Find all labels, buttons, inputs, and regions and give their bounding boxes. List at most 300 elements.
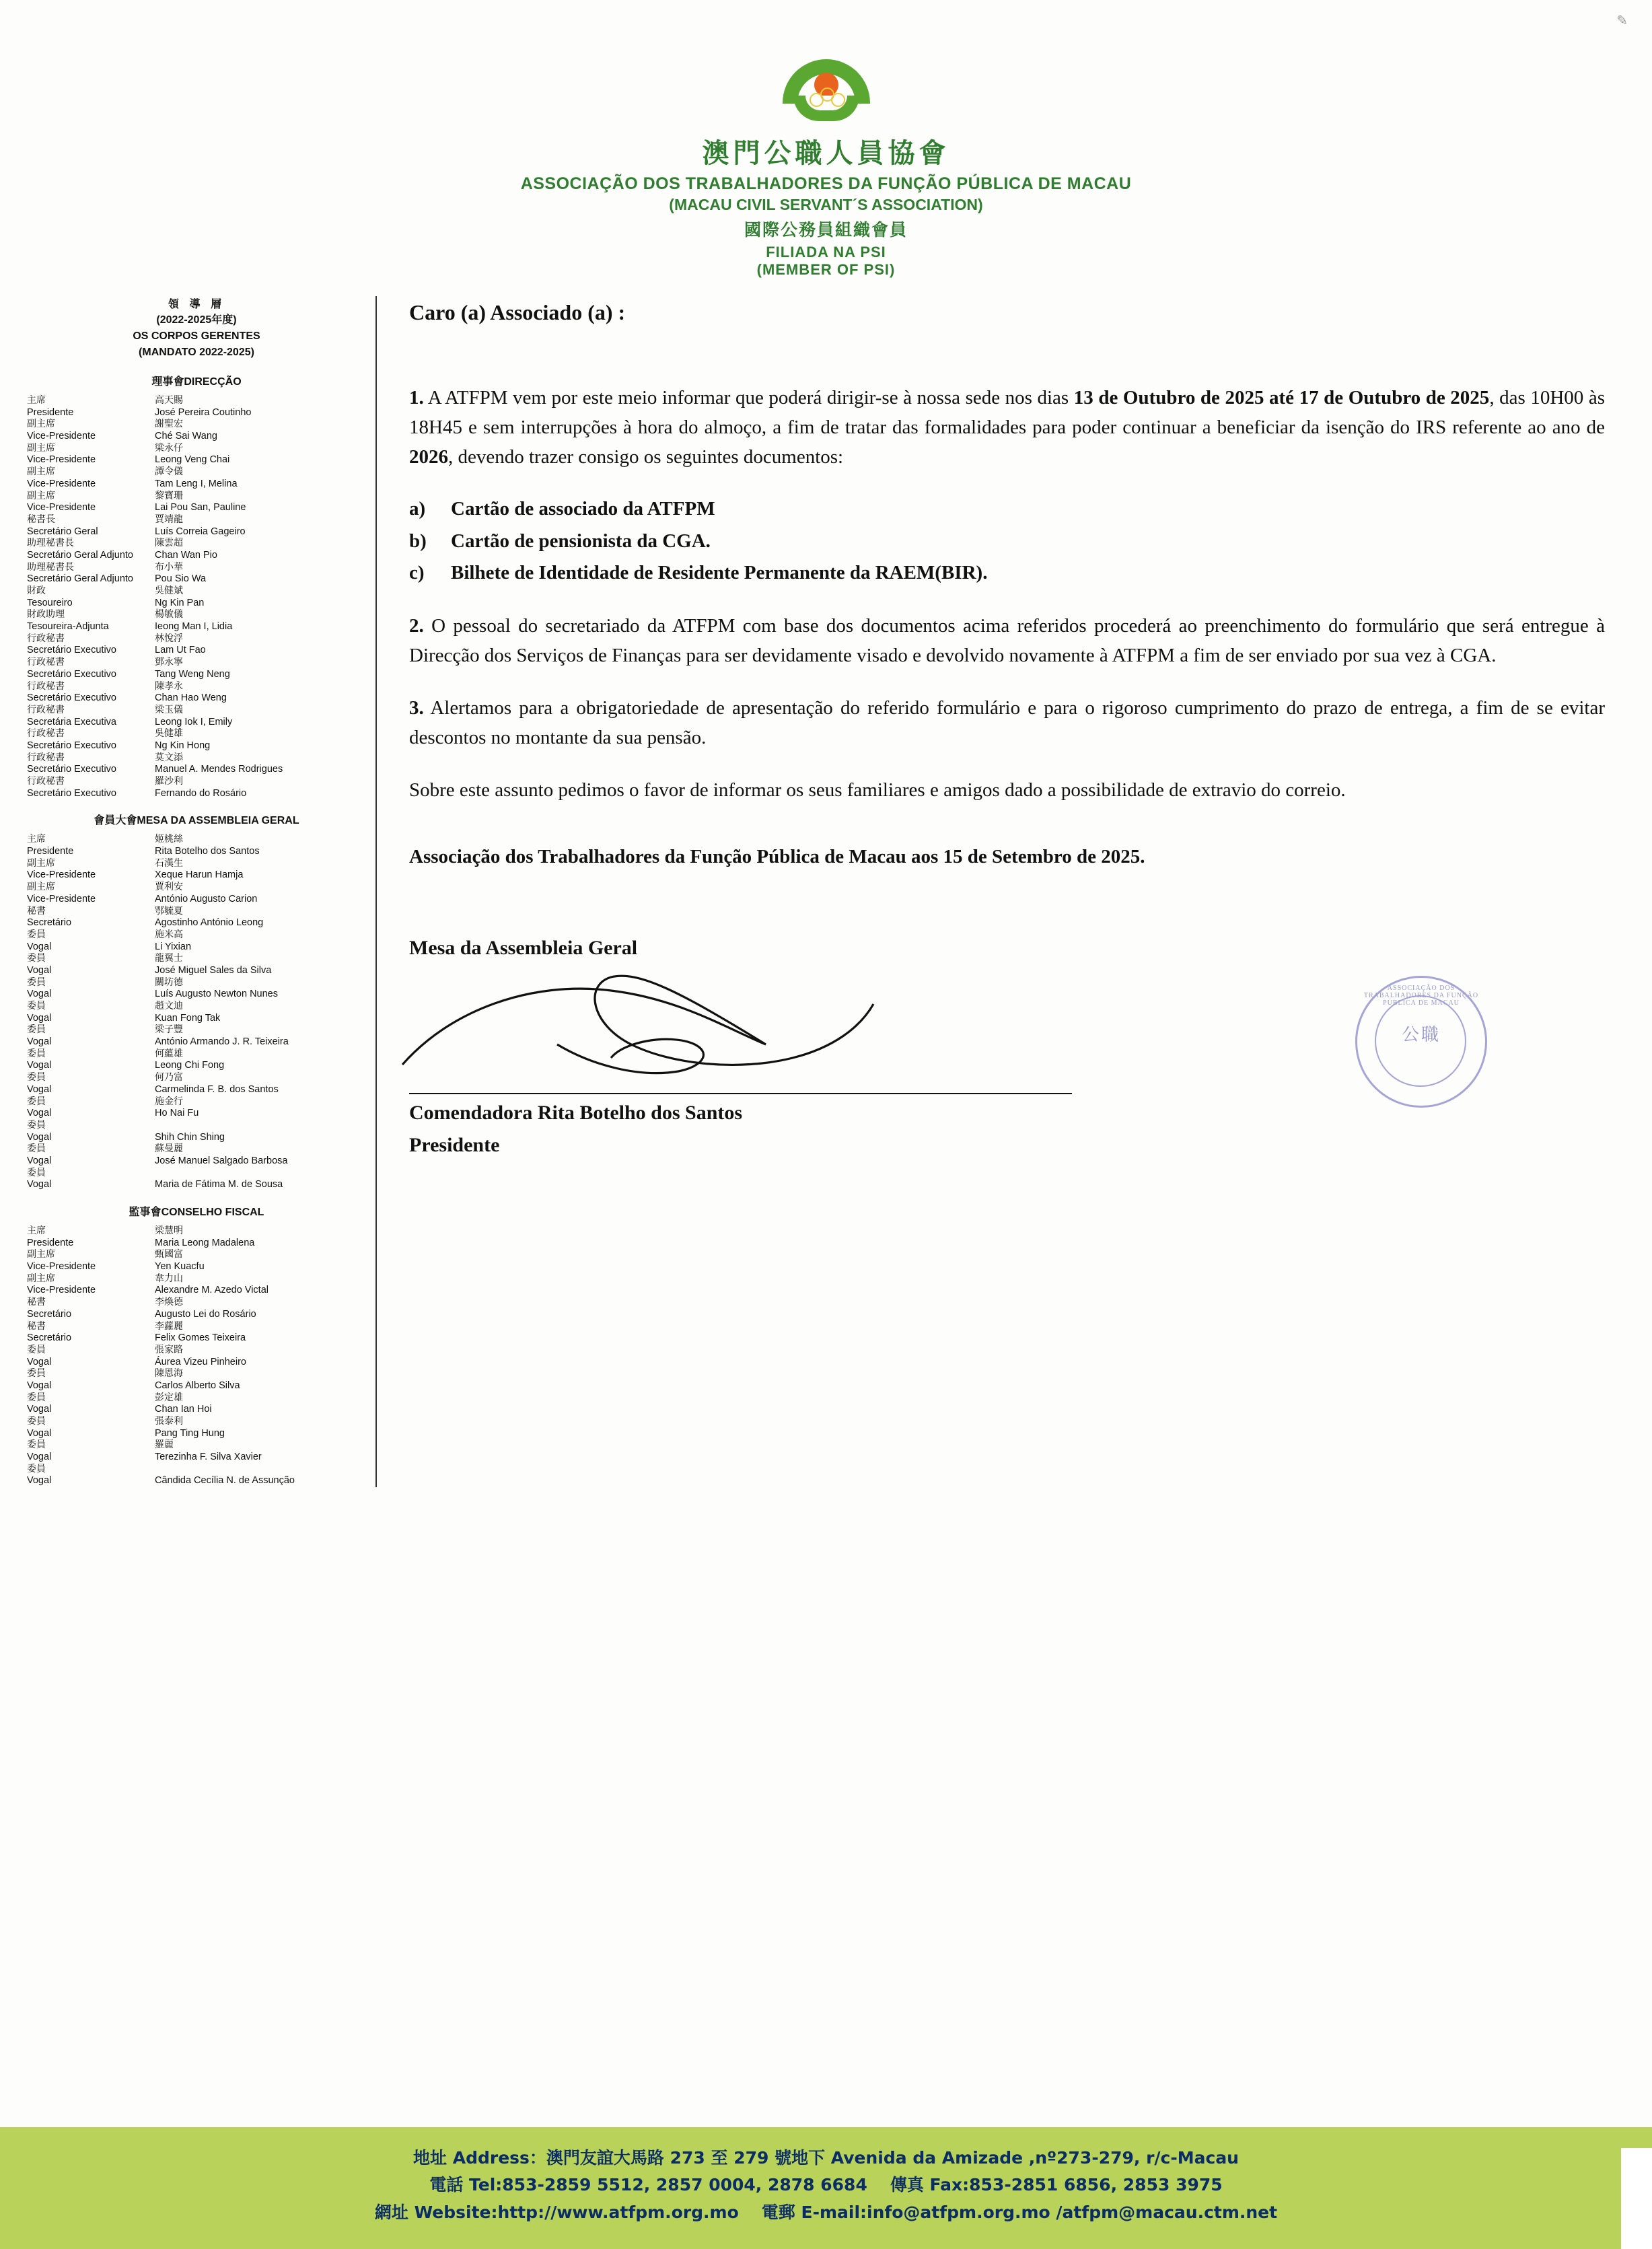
sidebar-role-cn: 副主席 <box>27 882 55 893</box>
sidebar-role-pt: Vice-Presidente <box>27 869 96 881</box>
sidebar-role-cn: 委員 <box>27 1167 46 1178</box>
sidebar-member-row <box>27 1036 366 1048</box>
sidebar-role-pt: Secretário Executivo <box>27 692 116 704</box>
footer-address: 地址 Address：澳門友誼大馬路 273 至 279 號地下 Avenida da Amizade ,nº273-279, r/c-Macau <box>413 2147 1239 2168</box>
sidebar-role-pt: Vice-Presidente <box>27 1285 96 1296</box>
sidebar-role-pt: Secretário Executivo <box>27 787 116 799</box>
sidebar-member-row <box>27 1238 366 1250</box>
sidebar-member-row <box>27 752 366 764</box>
sidebar-role-pt: Vice-Presidente <box>27 454 96 466</box>
sidebar-name-pt: Agostinho António Leong <box>155 917 264 929</box>
sidebar-member-row <box>27 1084 366 1096</box>
psi-affiliation-en: (MEMBER OF PSI) <box>756 261 896 278</box>
sidebar-member-row <box>27 846 366 858</box>
sidebar-member-row <box>27 562 366 574</box>
sidebar-role-pt: Vogal <box>27 1452 52 1463</box>
sidebar-name-pt: Leong Iok I, Emily <box>155 716 233 727</box>
sidebar-member-row <box>27 419 366 431</box>
sidebar-name-pt: Pang Ting Hung <box>155 1427 225 1439</box>
sidebar-name-pt: Luís Correia Gageiro <box>155 526 246 537</box>
sidebar-name-pt: Shih Chin Shing <box>155 1131 225 1143</box>
sidebar-name-pt: Ieong Man I, Lidia <box>155 621 233 633</box>
sidebar-member-row <box>27 1321 366 1333</box>
sidebar-name-cn: 黎寶珊 <box>155 490 183 501</box>
footer-fax: 傳真 Fax:853-2851 6856, 2853 3975 <box>890 2175 1223 2194</box>
sidebar-role-pt: Vice-Presidente <box>27 893 96 904</box>
sidebar-role-cn: 秘書 <box>27 1320 46 1332</box>
sidebar-role-pt: Vogal <box>27 1083 52 1095</box>
sidebar-name-cn: 布小華 <box>155 561 183 573</box>
sidebar-name-cn: 賈靖龍 <box>155 513 183 525</box>
required-documents-list <box>409 495 1605 588</box>
sidebar-role-cn: 副主席 <box>27 1249 55 1260</box>
sidebar-role-pt: Vogal <box>27 1131 52 1143</box>
sidebar-member-row <box>27 1368 366 1380</box>
paragraph-1-text-a: A ATFPM vem por este meio informar que poderá dirigir-se à nossa sede nos dias <box>423 387 1074 408</box>
sidebar-member-row <box>27 598 366 610</box>
sidebar-role-cn: 行政秘書 <box>27 633 65 644</box>
sidebar-heading-cn: 領 導 層 <box>168 297 225 310</box>
sidebar-name-cn: 何蘊雄 <box>155 1048 183 1059</box>
sidebar-role-cn: 委員 <box>27 1368 46 1380</box>
sidebar-role-cn: 委員 <box>27 1048 46 1059</box>
sidebar-member-row <box>27 395 366 407</box>
sidebar-name-pt: Lai Pou San, Pauline <box>155 502 246 513</box>
document-body <box>0 296 1652 1487</box>
sidebar-name-pt: António Augusto Carion <box>155 893 258 904</box>
sidebar-member-row <box>27 869 366 882</box>
paragraph-1-text-b: , das 10H00 às 18H45 e sem interrupções à hora do almoço, a fim de tratar das formalidades para poder continuar a beneficiar da isenção do IRS referente ao ano de <box>409 387 1605 439</box>
sidebar-role-pt: Secretário <box>27 917 72 929</box>
paragraph-2-number: 2. <box>409 614 424 637</box>
sidebar-member-row <box>27 1357 366 1369</box>
org-name-portuguese: ASSOCIAÇÃO DOS TRABALHADORES DA FUNÇÃO PÚBLICA DE MACAU <box>520 174 1132 193</box>
sidebar-member-row <box>27 1439 366 1452</box>
sidebar-name-cn: 趙文迪 <box>155 1001 183 1011</box>
required-document-item <box>409 527 1605 557</box>
sidebar-member-row <box>27 882 366 894</box>
sidebar-name-cn: 高天賜 <box>155 395 183 406</box>
sidebar-name-cn: 張家路 <box>155 1344 183 1355</box>
sidebar-member-row <box>27 1168 366 1180</box>
sidebar-role-cn: 委員 <box>27 1001 46 1011</box>
sidebar-member-row <box>27 609 366 621</box>
sidebar-name-cn: 張泰利 <box>155 1416 183 1427</box>
sidebar-name-pt: Li Yixian <box>155 941 192 952</box>
sidebar-member-row <box>27 1225 366 1238</box>
sidebar-name-pt: Carlos Alberto Silva <box>155 1380 240 1391</box>
sidebar-role-pt: Vogal <box>27 964 52 976</box>
sidebar-member-row <box>27 407 366 419</box>
sidebar-role-cn: 秘書 <box>27 905 46 917</box>
sidebar-member-row <box>27 929 366 941</box>
sidebar-role-cn: 行政秘書 <box>27 680 65 692</box>
sidebar-name-cn: 龍翼士 <box>155 953 183 964</box>
footer-contact-bar <box>0 2127 1652 2249</box>
sidebar-role-pt: Vogal <box>27 1060 52 1071</box>
org-membership-chinese: 國際公務員組織會員 <box>744 220 908 240</box>
document-item-marker: b) <box>409 530 427 552</box>
document-item-marker: c) <box>409 562 425 584</box>
sidebar-name-cn: 關坊德 <box>155 976 183 988</box>
sidebar-section-title: 會員大會MESA DA ASSEMBLEIA GERAL <box>94 814 299 827</box>
handwritten-signature-icon <box>389 964 995 1092</box>
sidebar-member-row <box>27 941 366 954</box>
sidebar-member-row <box>27 894 366 906</box>
sidebar-name-pt: Carmelinda F. B. dos Santos <box>155 1083 279 1095</box>
paragraph-1-text-c: , devendo trazer consigo os seguintes documentos: <box>448 446 844 468</box>
sidebar-member-row <box>27 466 366 478</box>
sidebar-name-pt: Chan Wan Pio <box>155 549 217 561</box>
sidebar-member-row <box>27 788 366 800</box>
sidebar-name-cn: 梁慧明 <box>155 1225 183 1236</box>
org-name-english: (MACAU CIVIL SERVANT´S ASSOCIATION) <box>669 196 983 213</box>
sidebar-member-row <box>27 728 366 740</box>
document-item-text: Bilhete de Identidade de Residente Permanente da RAEM(BIR). <box>451 562 988 584</box>
stamp-ring-text: ASSOCIAÇÃO DOS TRABALHADORES DA FUNÇÃO PÚBLICA DE MACAU <box>1363 984 1479 1007</box>
sidebar-heading-years: (2022-2025年度) <box>156 314 237 326</box>
sidebar-member-row <box>27 1072 366 1084</box>
sidebar-member-row <box>27 621 366 633</box>
sidebar-name-cn: 羅麗 <box>155 1439 174 1451</box>
sidebar-member-row <box>27 538 366 550</box>
sidebar-role-cn: 委員 <box>27 1143 46 1155</box>
sidebar-role-cn: 委員 <box>27 1344 46 1355</box>
sidebar-sections <box>27 373 366 1487</box>
sidebar-name-pt: Lam Ut Fao <box>155 645 206 656</box>
sidebar-member-row <box>27 657 366 669</box>
sidebar-name-cn: 鄂毓夏 <box>155 905 183 917</box>
sidebar-member-row <box>27 717 366 729</box>
sidebar-role-cn: 副主席 <box>27 419 55 430</box>
sidebar-member-row <box>27 965 366 977</box>
sidebar-name-pt: Tam Leng I, Melina <box>155 478 238 489</box>
sidebar-name-pt: Chan Hao Weng <box>155 692 227 704</box>
sidebar-name-pt: Kuan Fong Tak <box>155 1012 221 1024</box>
sidebar-member-row <box>27 1048 366 1061</box>
sidebar-role-pt: Vice-Presidente <box>27 502 96 513</box>
sidebar-role-pt: Vogal <box>27 1427 52 1439</box>
sidebar-name-pt: Manuel A. Mendes Rodrigues <box>155 764 283 775</box>
psi-affiliation-pt: FILIADA NA PSI <box>766 244 886 260</box>
sidebar-member-row <box>27 692 366 705</box>
sidebar-role-pt: Vice-Presidente <box>27 431 96 442</box>
sidebar-member-row <box>27 478 366 491</box>
org-name-chinese: 澳門公職人員協會 <box>702 138 950 169</box>
sidebar-role-cn: 委員 <box>27 976 46 988</box>
sidebar-name-pt: Leong Chi Fong <box>155 1060 225 1071</box>
sidebar-role-pt: Vogal <box>27 1155 52 1166</box>
sidebar-member-row <box>27 669 366 681</box>
sidebar-name-pt: José Miguel Sales da Silva <box>155 964 272 976</box>
document-item-text: Cartão de associado da ATFPM <box>451 498 715 520</box>
sidebar-member-row <box>27 1345 366 1357</box>
sidebar-role-cn: 財政助理 <box>27 609 65 620</box>
sidebar-role-pt: Secretário Geral Adjunto <box>27 549 133 561</box>
sidebar-role-pt: Secretário Executivo <box>27 740 116 751</box>
sidebar-member-row <box>27 514 366 526</box>
sidebar-role-cn: 主席 <box>27 395 46 406</box>
sidebar-role-cn: 委員 <box>27 1463 46 1474</box>
sidebar-role-pt: Vogal <box>27 1108 52 1119</box>
sidebar-member-row <box>27 585 366 598</box>
paragraph-3-text: Alertamos para a obrigatoriedade de apresentação do referido formulário e para o rigoroso cumprimento do prazo de entrega, a fim de se evitar descontos no montante da sua pensão. <box>409 697 1605 748</box>
sidebar-name-cn: 蘇曼麗 <box>155 1143 183 1155</box>
sidebar-section-rows <box>27 395 366 799</box>
sidebar-name-cn: 羅沙利 <box>155 776 183 787</box>
sidebar-role-cn: 委員 <box>27 1392 46 1403</box>
sidebar-member-row <box>27 764 366 776</box>
sidebar-name-cn: 陳恩海 <box>155 1368 183 1380</box>
required-document-item <box>409 559 1605 588</box>
sidebar-member-row <box>27 1132 366 1144</box>
sidebar-name-cn: 陳孝永 <box>155 680 183 692</box>
sidebar-member-row <box>27 906 366 918</box>
sidebar-role-cn: 副主席 <box>27 1273 55 1284</box>
sidebar-role-pt: Tesoureiro <box>27 597 73 608</box>
sidebar-name-pt: Terezinha F. Silva Xavier <box>155 1452 262 1463</box>
sidebar-member-row <box>27 1285 366 1297</box>
sidebar-role-cn: 副主席 <box>27 466 55 478</box>
sidebar-name-pt: Augusto Lei do Rosário <box>155 1308 256 1320</box>
association-logo-icon <box>783 54 870 128</box>
sidebar-role-pt: Secretário <box>27 1332 72 1344</box>
sidebar-role-cn: 行政秘書 <box>27 776 65 787</box>
sidebar-name-pt: Chan Ian Hoi <box>155 1404 212 1415</box>
sidebar-heading-pt: OS CORPOS GERENTES <box>133 330 260 342</box>
sidebar-section-title: 理事會DIRECÇÃO <box>151 375 242 388</box>
sidebar-heading-mandate: (MANDATO 2022-2025) <box>139 347 254 358</box>
sidebar-name-pt: Felix Gomes Teixeira <box>155 1332 246 1344</box>
footer-phone-line <box>0 2172 1652 2199</box>
sidebar-name-pt: António Armando J. R. Teixeira <box>155 1036 289 1048</box>
sidebar-member-row <box>27 1096 366 1108</box>
signature-rule <box>409 1093 1072 1094</box>
sidebar-member-row <box>27 858 366 870</box>
sidebar-member-row <box>27 1452 366 1464</box>
sidebar-name-cn: 李蘿麗 <box>155 1320 183 1332</box>
sidebar-name-cn: 謝聖宏 <box>155 419 183 430</box>
signatory-name: Comendadora Rita Botelho dos Santos <box>409 1101 743 1124</box>
sidebar-member-row <box>27 491 366 503</box>
sidebar-name-pt: José Pereira Coutinho <box>155 406 252 418</box>
document-item-marker: a) <box>409 498 426 520</box>
required-document-item <box>409 495 1605 524</box>
sidebar-role-pt: Vogal <box>27 1475 52 1487</box>
sidebar-role-cn: 財政 <box>27 585 46 596</box>
sidebar-member-row <box>27 645 366 657</box>
paragraph-3-number: 3. <box>409 697 424 719</box>
paragraph-1 <box>409 383 1605 472</box>
sidebar-role-pt: Vogal <box>27 1036 52 1048</box>
sidebar-member-row <box>27 705 366 717</box>
sidebar-member-row <box>27 1001 366 1013</box>
sidebar-member-row <box>27 917 366 929</box>
sidebar-role-cn: 委員 <box>27 929 46 940</box>
sidebar-role-cn: 助理秘書長 <box>27 538 74 549</box>
sidebar-name-pt: Leong Veng Chai <box>155 454 230 466</box>
sidebar-section-rows <box>27 834 366 1191</box>
letterhead <box>0 0 1652 279</box>
sidebar-member-row <box>27 1332 366 1345</box>
sidebar-member-row <box>27 1120 366 1132</box>
sidebar-role-pt: Vogal <box>27 1380 52 1391</box>
sidebar-role-cn: 副主席 <box>27 490 55 501</box>
sidebar-role-cn: 委員 <box>27 1024 46 1036</box>
sidebar-name-cn: 施金行 <box>155 1096 183 1107</box>
sidebar-member-row <box>27 1108 366 1120</box>
salutation: Caro (a) Associado (a) : <box>409 300 626 324</box>
sidebar-role-cn: 委員 <box>27 1439 46 1451</box>
sidebar-name-pt: Cândida Cecília N. de Assunção <box>155 1475 295 1487</box>
sidebar-name-pt: Maria Leong Madalena <box>155 1237 255 1248</box>
sidebar-role-cn: 秘書 <box>27 1297 46 1308</box>
sidebar-member-row <box>27 1464 366 1476</box>
sidebar-role-pt: Tesoureira-Adjunta <box>27 621 109 633</box>
sidebar-role-cn: 主席 <box>27 834 46 845</box>
paragraph-3 <box>409 693 1605 752</box>
sidebar-name-pt: Xeque Harun Hamja <box>155 869 244 881</box>
sidebar-member-row <box>27 431 366 443</box>
sidebar-member-row <box>27 1297 366 1309</box>
sidebar-member-row <box>27 1024 366 1036</box>
sidebar-role-pt: Secretário Geral Adjunto <box>27 573 133 585</box>
sidebar-member-row <box>27 1392 366 1404</box>
sidebar-role-pt: Vice-Presidente <box>27 1261 96 1273</box>
sidebar-member-row <box>27 681 366 693</box>
closing-statement: Associação dos Trabalhadores da Função Pública de Macau aos 15 de Setembro de 2025. <box>409 846 1145 868</box>
sidebar-role-cn: 副主席 <box>27 442 55 454</box>
sidebar-role-pt: Secretário Executivo <box>27 668 116 680</box>
sidebar-name-pt: Ng Kin Hong <box>155 740 211 751</box>
sidebar-role-pt: Secretário Executivo <box>27 764 116 775</box>
sidebar-member-row <box>27 1155 366 1168</box>
footer-tel: 電話 Tel:853-2859 5512, 2857 0004, 2878 6684 <box>429 2175 867 2194</box>
sidebar-corpos-gerentes <box>0 296 377 1487</box>
sidebar-role-pt: Vogal <box>27 1179 52 1190</box>
sidebar-name-cn: 賈利安 <box>155 882 183 893</box>
sidebar-member-row <box>27 977 366 989</box>
sidebar-role-cn: 助理秘書長 <box>27 561 74 573</box>
signature-body-title: Mesa da Assembleia Geral <box>409 936 638 959</box>
sidebar-section-title: 監事會CONSELHO FISCAL <box>129 1205 264 1218</box>
sidebar-name-cn <box>155 1168 366 1180</box>
sidebar-name-cn: 鄧永寧 <box>155 657 183 668</box>
sidebar-member-row <box>27 443 366 455</box>
sidebar-heading <box>27 296 366 361</box>
paragraph-1-dates: 13 de Outubro de 2025 até 17 de Outubro de 2025 <box>1073 387 1490 408</box>
signature-area <box>409 964 1605 1092</box>
sidebar-member-row <box>27 573 366 585</box>
sidebar-member-row <box>27 1475 366 1487</box>
scan-corner-mark: ✎ <box>1616 13 1628 28</box>
sidebar-name-pt: Pou Sio Wa <box>155 573 207 585</box>
paragraph-1-number: 1. <box>409 387 424 408</box>
sidebar-name-pt: Tang Weng Neng <box>155 668 230 680</box>
sidebar-role-pt: Vice-Presidente <box>27 478 96 489</box>
sidebar-name-pt: Alexandre M. Azedo Victal <box>155 1285 268 1296</box>
sidebar-role-cn: 委員 <box>27 1072 46 1083</box>
sidebar-name-cn: 楊敏儀 <box>155 609 183 620</box>
sidebar-role-pt: Presidente <box>27 1237 74 1248</box>
sidebar-name-cn: 陳雲超 <box>155 538 183 549</box>
sidebar-name-pt: Rita Botelho dos Santos <box>155 846 260 857</box>
sidebar-member-row <box>27 1013 366 1025</box>
sidebar-name-cn: 姬桃絲 <box>155 834 183 845</box>
footer-website: 網址 Website:http://www.atfpm.org.mo <box>374 2202 739 2222</box>
footer-corner-cut <box>1621 2148 1652 2249</box>
sidebar-member-row <box>27 1404 366 1416</box>
sidebar-role-pt: Vogal <box>27 1404 52 1415</box>
sidebar-name-cn: 莫文添 <box>155 752 183 763</box>
sidebar-name-pt: Ché Sai Wang <box>155 431 217 442</box>
signatory-role: Presidente <box>409 1134 500 1157</box>
sidebar-member-row <box>27 633 366 645</box>
footer-email: 電郵 E-mail:info@atfpm.org.mo /atfpm@macau.ctm.net <box>761 2202 1278 2222</box>
sidebar-section-rows <box>27 1225 366 1487</box>
sidebar-role-cn: 秘書長 <box>27 513 55 525</box>
sidebar-name-pt: Fernando do Rosário <box>155 787 247 799</box>
sidebar-name-pt: Ng Kin Pan <box>155 597 205 608</box>
sidebar-name-cn: 梁子豐 <box>155 1024 183 1036</box>
sidebar-name-cn: 梁玉儀 <box>155 704 183 715</box>
sidebar-name-cn: 彭定雄 <box>155 1392 183 1403</box>
sidebar-member-row <box>27 454 366 466</box>
sidebar-name-cn: 石漢生 <box>155 857 183 869</box>
sidebar-member-row <box>27 776 366 788</box>
sidebar-member-row <box>27 1179 366 1191</box>
sidebar-role-pt: Vogal <box>27 941 52 952</box>
paragraph-4: Sobre este assunto pedimos o favor de informar os seus familiares e amigos dado a possibilidade de extravio do correio. <box>409 779 1346 801</box>
sidebar-name-cn <box>155 1120 366 1132</box>
sidebar-role-pt: Vogal <box>27 1356 52 1367</box>
sidebar-member-row <box>27 550 366 562</box>
sidebar-member-row <box>27 1416 366 1428</box>
sidebar-role-cn: 副主席 <box>27 857 55 869</box>
sidebar-name-cn: 甄國富 <box>155 1249 183 1260</box>
sidebar-role-cn: 行政秘書 <box>27 728 65 740</box>
sidebar-name-pt: Ho Nai Fu <box>155 1108 199 1119</box>
sidebar-name-pt: José Manuel Salgado Barbosa <box>155 1155 288 1166</box>
paragraph-2-text: O pessoal do secretariado da ATFPM com base dos documentos acima referidos procederá ao preenchimento do formulário que será entregue à Direcção dos Serviços de Finanças para ser devidamente visado e devolvido novamente à ATFPM a fim de ser enviado por sua vez à CGA. <box>409 614 1605 666</box>
sidebar-member-row <box>27 1309 366 1321</box>
official-stamp-icon <box>1355 976 1487 1108</box>
sidebar-member-row <box>27 1249 366 1261</box>
sidebar-member-row <box>27 953 366 965</box>
sidebar-name-pt: Áurea Vizeu Pinheiro <box>155 1356 246 1367</box>
sidebar-name-cn: 梁永仔 <box>155 442 183 454</box>
sidebar-member-row <box>27 1261 366 1273</box>
letter-content <box>377 296 1652 1487</box>
paragraph-2 <box>409 611 1605 670</box>
sidebar-name-pt: Luís Augusto Newton Nunes <box>155 989 278 1000</box>
sidebar-member-row <box>27 834 366 846</box>
sidebar-name-pt: Yen Kuacfu <box>155 1261 205 1273</box>
footer-web-line <box>0 2199 1652 2227</box>
signature-block <box>409 937 1605 1159</box>
sidebar-role-cn: 委員 <box>27 1119 46 1131</box>
sidebar-role-pt: Secretário Geral <box>27 526 98 537</box>
sidebar-member-row <box>27 989 366 1001</box>
sidebar-member-row <box>27 1428 366 1440</box>
sidebar-member-row <box>27 1380 366 1392</box>
sidebar-member-row <box>27 526 366 538</box>
sidebar-name-cn <box>155 1464 366 1476</box>
sidebar-member-row <box>27 1060 366 1072</box>
sidebar-role-cn: 主席 <box>27 1225 46 1236</box>
sidebar-role-cn: 行政秘書 <box>27 752 65 763</box>
sidebar-name-cn: 譚令儀 <box>155 466 183 478</box>
